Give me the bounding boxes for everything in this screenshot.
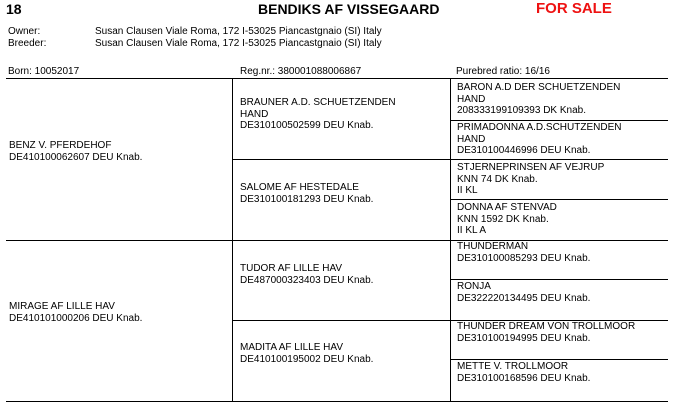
ggp-cell-7 [457, 321, 635, 344]
dam-reg: DE410101000206 DEU Knab. [9, 312, 143, 324]
ggp-3-line1: STJERNEPRINSEN AF VEJRUP [457, 162, 605, 173]
breeder-value: Susan Clausen Viale Roma, 172 I-53025 Piancastgnaio (SI) Italy [95, 38, 382, 49]
ggp-7-line2: DE310100194995 DEU Knab. [457, 332, 591, 344]
dam-name: MIRAGE AF LILLE HAV [9, 301, 115, 312]
registration-number: Reg.nr.: 380001088006867 [240, 66, 362, 77]
ggp-3-line2: KNN 74 DK Knab. [457, 173, 538, 185]
grid-top-line [6, 78, 668, 79]
ggp-6-line2: DE322220134495 DEU Knab. [457, 292, 591, 304]
ggp-5-line1: THUNDERMAN [457, 241, 529, 252]
ggp-cell-6 [457, 281, 590, 304]
grid-line-gen3-a [450, 120, 668, 121]
dam-dam-name: MADITA AF LILLE HAV [240, 342, 343, 353]
ggp-4-line3: II KL A [457, 225, 487, 236]
dam-sire-cell [240, 263, 373, 286]
ggp-cell-4 [457, 202, 557, 237]
born-date: Born: 10052017 [8, 66, 80, 77]
sire-dam-cell [240, 182, 373, 205]
sire-sire-cell [240, 97, 396, 132]
sire-sire-name: BRAUNER A.D. SCHUETZENDEN [240, 97, 396, 108]
grid-line-gen3-b [450, 199, 668, 200]
dog-name-title: BENDIKS AF VISSEGAARD [258, 1, 440, 17]
sire-name: BENZ V. PFERDEHOF [9, 140, 112, 151]
ggp-2-line1: PRIMADONNA A.D.SCHUTZENDEN [457, 122, 622, 133]
ggp-4-line1: DONNA AF STENVAD [457, 202, 557, 213]
grid-col-line-1 [232, 78, 233, 402]
ggp-2-line3: DE310100446996 DEU Knab. [457, 145, 591, 156]
purebred-ratio: Purebred ratio: 16/16 [456, 66, 550, 77]
dam-sire-name: TUDOR AF LILLE HAV [240, 263, 343, 274]
ggp-cell-8 [457, 361, 590, 384]
grid-line-gen3-d [450, 359, 668, 360]
ggp-2-line2: HAND [457, 133, 486, 145]
ggp-4-line2: KNN 1592 DK Knab. [457, 213, 549, 225]
grid-bottom-line [6, 401, 668, 402]
ggp-cell-2 [457, 122, 621, 157]
ggp-7-line1: THUNDER DREAM VON TROLLMOOR [457, 321, 636, 332]
breeder-label: Breeder: [8, 38, 47, 49]
dam-cell [9, 301, 142, 324]
ggp-1-line1: BARON A.D DER SCHUETZENDEN [457, 82, 621, 93]
owner-value: Susan Clausen Viale Roma, 172 I-53025 Piancastgnaio (SI) Italy [95, 26, 382, 37]
ggp-cell-5 [457, 241, 590, 264]
sire-reg: DE410100062607 DEU Knab. [9, 151, 143, 163]
ggp-6-line1: RONJA [457, 281, 491, 292]
ggp-cell-1 [457, 82, 620, 117]
ggp-8-line1: METTE V. TROLLMOOR [457, 361, 569, 372]
sire-cell [9, 140, 142, 163]
ggp-8-line2: DE310100168596 DEU Knab. [457, 372, 591, 384]
owner-label: Owner: [8, 26, 41, 37]
sire-dam-name: SALOME AF HESTEDALE [240, 182, 359, 193]
ggp-1-line3: 208333199109393 DK Knab. [457, 105, 587, 116]
dam-dam-reg: DE410100195002 DEU Knab. [240, 353, 374, 365]
grid-col-line-2 [450, 78, 451, 402]
sire-sire-reg: DE310100502599 DEU Knab. [240, 120, 374, 131]
dam-dam-cell [240, 342, 373, 365]
ggp-1-line2: HAND [457, 93, 486, 105]
dam-sire-reg: DE487000323403 DEU Knab. [240, 274, 374, 286]
sire-sire-name-cont: HAND [240, 108, 269, 120]
sire-dam-reg: DE310100181293 DEU Knab. [240, 193, 374, 205]
catalog-number: 18 [6, 1, 22, 17]
grid-line-gen3-c [450, 279, 668, 280]
ggp-cell-3 [457, 162, 604, 197]
for-sale-badge: FOR SALE [536, 0, 612, 17]
ggp-5-line2: DE310100085293 DEU Knab. [457, 252, 591, 264]
ggp-3-line3: II KL [457, 185, 478, 196]
